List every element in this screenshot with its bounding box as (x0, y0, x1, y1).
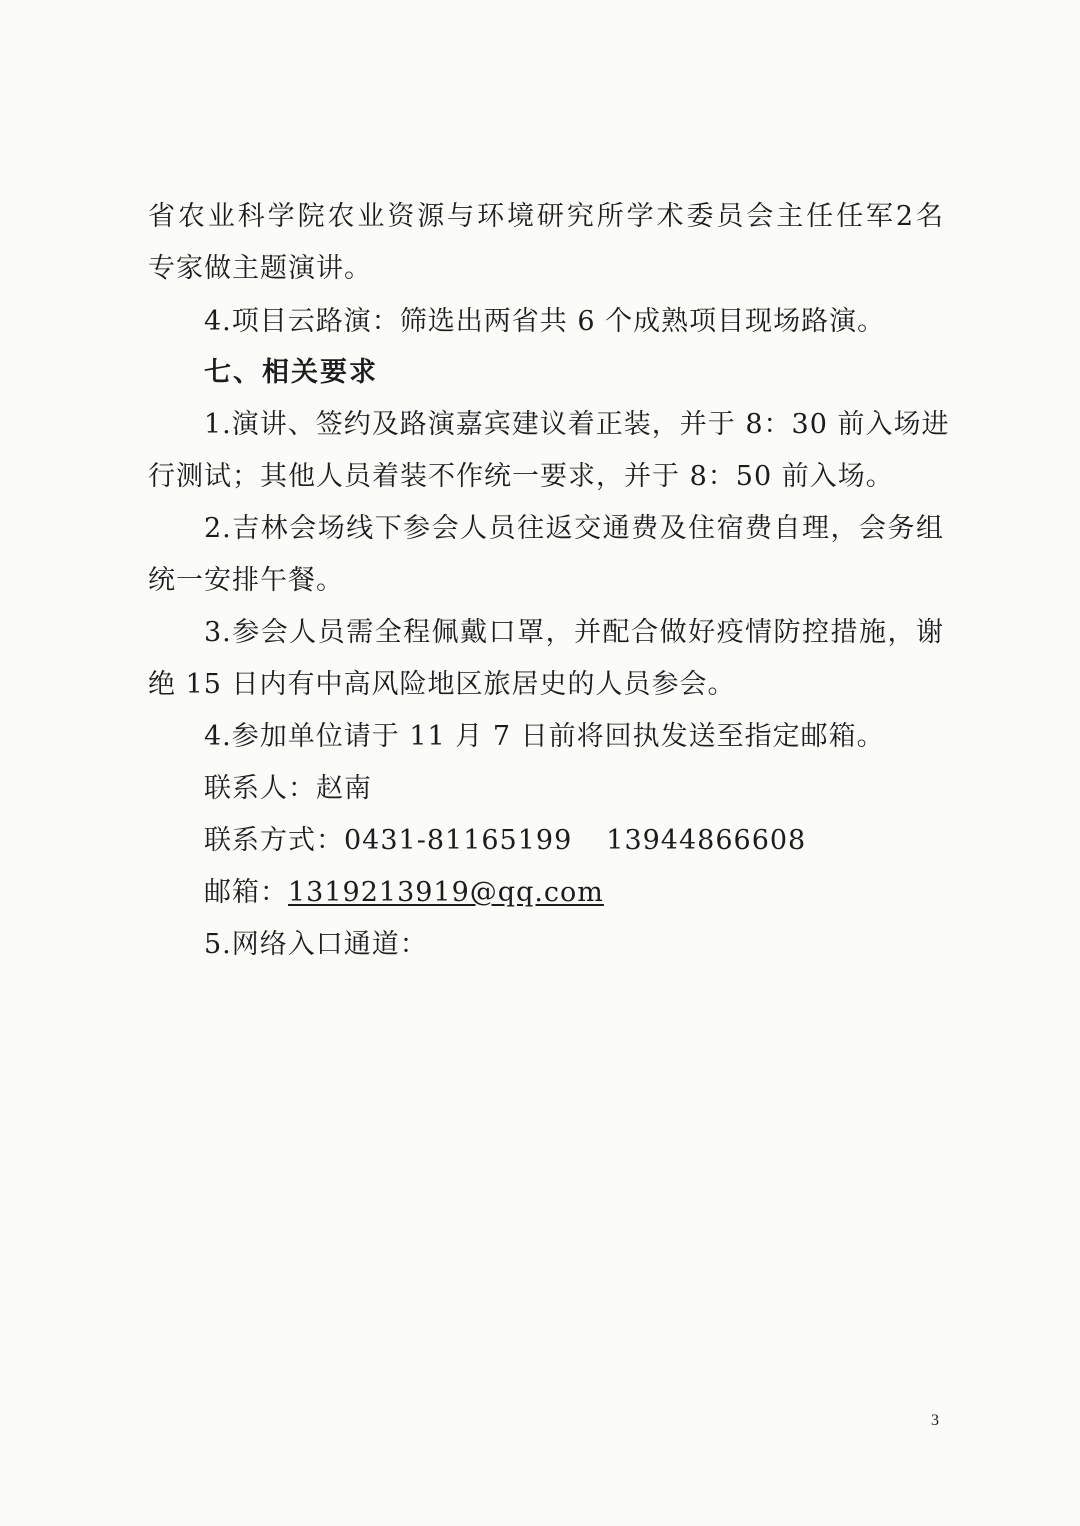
phone-number-1[interactable]: 0431-81165199 (344, 825, 573, 856)
requirement-item-1: 1.演讲、签约及路演嘉宾建议着正装，并于 8：30 前入场进 (204, 409, 950, 440)
email-link[interactable]: 1319213919@qq.com (288, 877, 604, 908)
contact-email (204, 876, 604, 910)
roadshow-item: 4.项目云路演：筛选出两省共 6 个成熟项目现场路演。 (204, 306, 886, 337)
contact-phone (204, 824, 806, 858)
email-label: 邮箱： (204, 877, 288, 908)
contact-phone-label: 联系方式： (204, 825, 344, 856)
requirement-item-3-cont: 绝 15 日内有中高风险地区旅居史的人员参会。 (148, 669, 736, 700)
phone-number-2[interactable]: 13944866608 (606, 825, 807, 856)
paragraph-line: 省农业科学院农业资源与环境研究所学术委员会主任任军2名 (148, 201, 944, 232)
page-number: 3 (931, 1412, 939, 1429)
requirement-item-3: 3.参会人员需全程佩戴口罩，并配合做好疫情防控措施，谢 (204, 617, 944, 648)
section-heading: 七、相关要求 (204, 357, 378, 388)
paragraph-line: 专家做主题演讲。 (148, 253, 372, 284)
requirement-item-4: 4.参加单位请于 11 月 7 日前将回执发送至指定邮箱。 (204, 721, 885, 752)
contact-person: 联系人：赵南 (204, 773, 372, 804)
requirement-item-1-cont: 行测试；其他人员着装不作统一要求，并于 8：50 前入场。 (148, 461, 894, 492)
network-entry: 5.网络入口通道： (204, 929, 428, 960)
requirement-item-2-cont: 统一安排午餐。 (148, 565, 344, 596)
requirement-item-2: 2.吉林会场线下参会人员往返交通费及住宿费自理，会务组 (204, 513, 944, 544)
